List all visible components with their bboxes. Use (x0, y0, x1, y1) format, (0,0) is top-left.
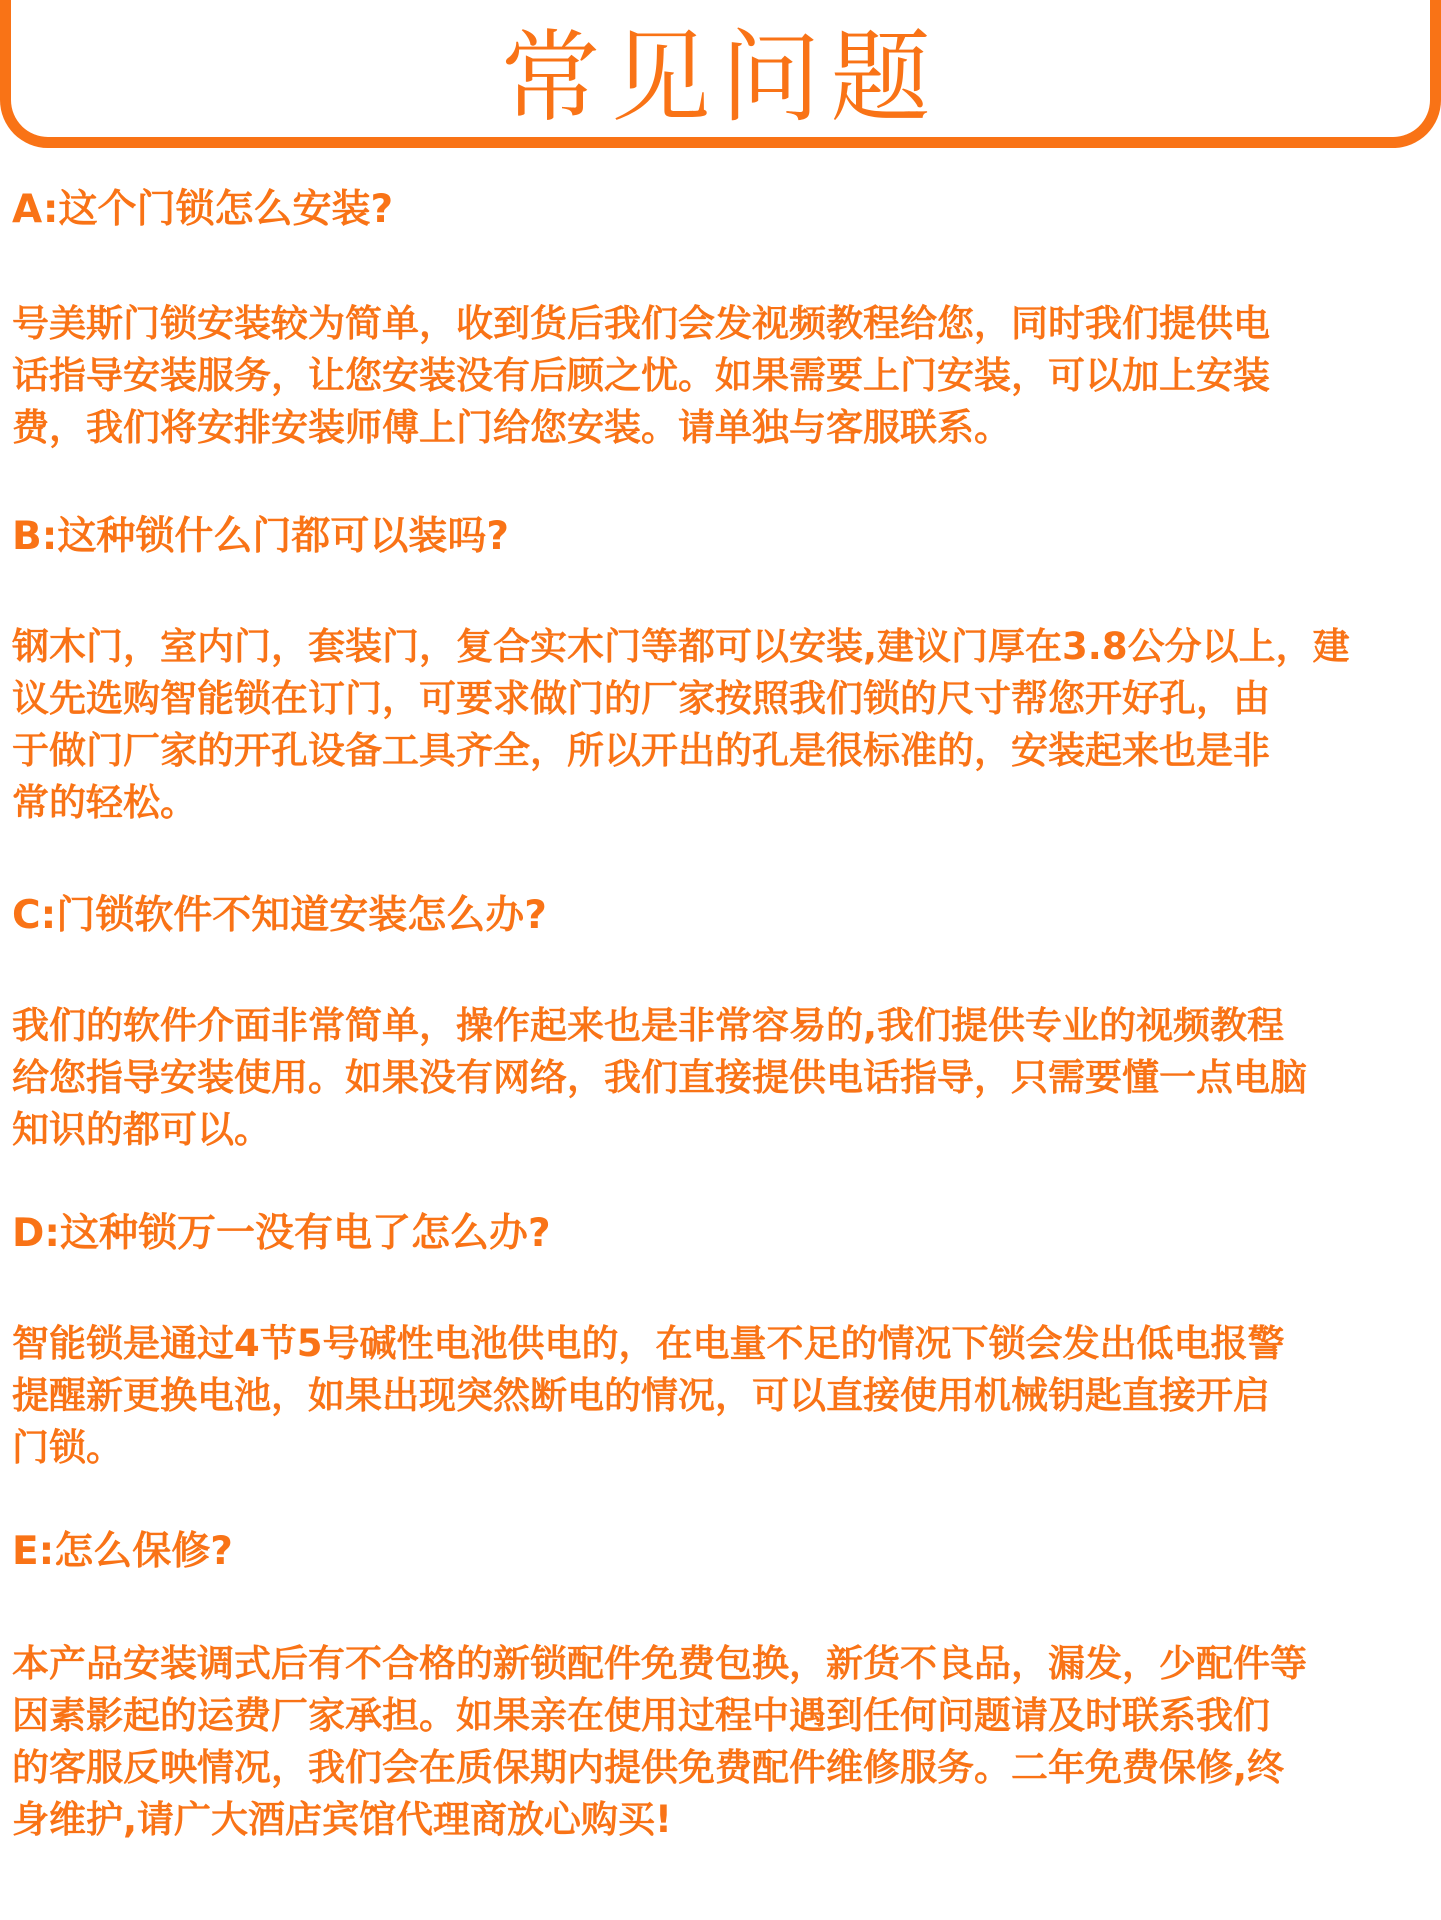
answer-line: 钢木门，室内门，套装门，复合实木门等都可以安装,建议门厚在3.8公分以上，建 (12, 625, 1350, 668)
faq-item-e (12, 1528, 1432, 1841)
faq-question: A:这个门锁怎么安装? (12, 187, 394, 232)
faq-question: B:这种锁什么门都可以装吗? (12, 514, 509, 559)
faq-answer (12, 1638, 1432, 1846)
answer-line: 知识的都可以。 (12, 1108, 271, 1151)
answer-line: 于做门厂家的开孔设备工具齐全，所以开出的孔是很标准的，安装起来也是非 (12, 729, 1270, 772)
answer-line: 常的轻松。 (12, 781, 197, 824)
answer-line: 给您指导安装使用。如果没有网络，我们直接提供电话指导，只需要懂一点电脑 (12, 1056, 1307, 1099)
page-title: 常见问题 (500, 19, 941, 136)
faq-answer (12, 1318, 1432, 1474)
answer-line: 我们的软件介面非常简单，操作起来也是非常容易的,我们提供专业的视频教程 (12, 1004, 1285, 1047)
faq-answer (12, 621, 1432, 829)
faq-question: D:这种锁万一没有电了怎么办? (12, 1211, 551, 1256)
answer-line: 提醒新更换电池，如果出现突然断电的情况，可以直接使用机械钥匙直接开启 (12, 1374, 1270, 1417)
faq-question: C:门锁软件不知道安装怎么办? (12, 893, 547, 938)
answer-line: 的客服反映情况，我们会在质保期内提供免费配件维修服务。二年免费保修,终 (12, 1746, 1285, 1789)
faq-question: E:怎么保修? (12, 1529, 233, 1574)
answer-line: 本产品安装调式后有不合格的新锁配件免费包换，新货不良品，漏发，少配件等 (12, 1642, 1307, 1685)
answer-line: 号美斯门锁安装较为简单，收到货后我们会发视频教程给您，同时我们提供电 (12, 302, 1270, 345)
faq-answer (12, 298, 1432, 454)
faq-item-c (12, 892, 1432, 1151)
answer-line: 门锁。 (12, 1426, 123, 1469)
faq-item-d (12, 1210, 1432, 1469)
answer-line: 话指导安装服务，让您安装没有后顾之忧。如果需要上门安装，可以加上安装 (12, 354, 1270, 397)
answer-line: 智能锁是通过4节5号碱性电池供电的，在电量不足的情况下锁会发出低电报警 (12, 1322, 1285, 1365)
faq-item-b (12, 513, 1432, 824)
answer-line: 议先选购智能锁在订门，可要求做门的厂家按照我们锁的尺寸帮您开好孔，由 (12, 677, 1270, 720)
answer-line: 费，我们将安排安装师傅上门给您安装。请单独与客服联系。 (12, 406, 1011, 449)
answer-line: 身维护,请广大酒店宾馆代理商放心购买! (12, 1798, 672, 1841)
faq-answer (12, 1000, 1432, 1156)
answer-line: 因素影起的运费厂家承担。如果亲在使用过程中遇到任何问题请及时联系我们 (12, 1694, 1270, 1737)
faq-item-a (12, 186, 1432, 449)
